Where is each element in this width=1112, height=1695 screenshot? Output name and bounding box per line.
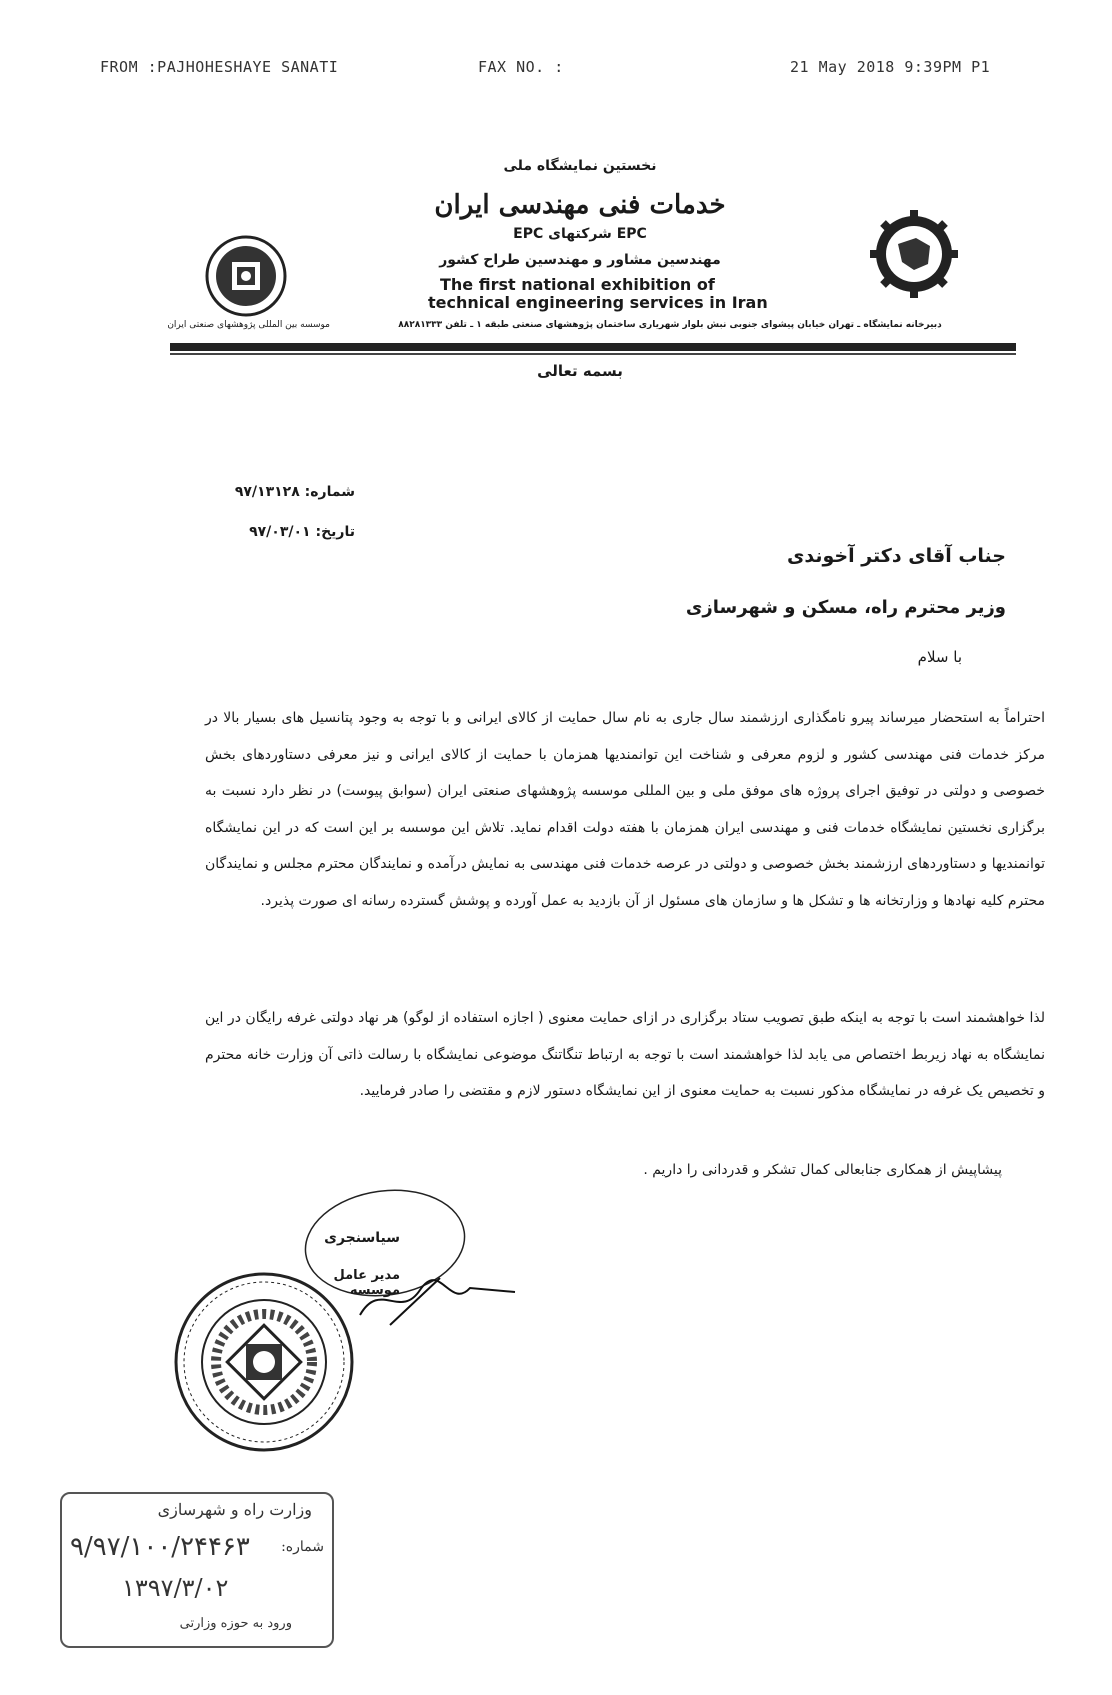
body-paragraph-2: لذا خواهشمند است با توجه به اینکه طبق تصویب ستاد برگزاری در ازای حمایت معنوی ( اجازه استفاده از لوگو) هر نهاد دولتی غرفه رایگان در این نمایشگاه به نهاد زیربط اختصاص می یابد لذا خواهشمند است با توجه به ارتباط تنگاتنگ موضوعی نمایشگاه با رسالت ذاتی آن وزارت خانه محترم و تخصیص یک غرفه در نمایشگاه مذکور نسبت به حمایت معنوی از این نمایشگاه دستور لازم و مقتضی را صادر فرمایید. bbox=[205, 1010, 1045, 1099]
fax-from: FROM :PAJHOHESHAYE SANATI bbox=[100, 58, 339, 76]
letterhead-address: دبیرخانه نمایشگاه ـ تهران خیابان پیشوای جنوبی نبش بلوار شهریاری ساختمان پژوهشهای صنعتی طبقه ۱ ـ تلفن ۸۸۲۸۱۳۳۳ bbox=[398, 320, 942, 330]
letterhead-rule-thin bbox=[170, 353, 1016, 355]
body-paragraph-1: احتراماً به استحضار میرساند پیرو نامگذاری ارزشمند سال جاری به نام سال حمایت از کالای ایرانی و با توجه به وجود پتانسیل های بسیار بالا در مرکز خدمات فنی مهندسی کشور و لزوم معرفی و شناخت این توانمندیها همزمان با حمایت از کالای ایرانی و نیز معرفی دستاوردهای بخش خصوصی و دولتی در توفیق اجرای پروژه های موفق ملی و بین المللی موسسه پژوهشهای صنعتی ایران (سوابق پیوست) در نظر دارد نسبت به برگزاری نخستین نمایشگاه خدمات فنی و مهندسی ایران همزمان با هفته دولت اقدام نماید. تلاش این موسسه بر این است که در این نمایشگاه توانمندیها و دستاوردهای ارزشمند بخش خصوصی و دولتی در عرصه خدمات فنی مهندسی به نمایش درآمده و نمایندگان محترم مجلس و نمایندگان محترم کلیه نهادها و وزارتخانه ها و تشکل ها و سازمان های مسئول از آن بازدید به عمل آورده و پوشش گسترده رسانه ای صورت پذیرد. bbox=[205, 710, 1045, 909]
stamp-footer: ورود به حوزه وزارتی bbox=[179, 1616, 292, 1631]
addressee-name: جناب آقای دکتر آخوندی bbox=[786, 545, 1006, 567]
handwritten-signature bbox=[350, 1270, 520, 1330]
letterhead-english-line2: technical engineering services in Iran bbox=[428, 293, 768, 312]
letterhead-subtitle-epc: EPC شرکتهای EPC bbox=[513, 226, 647, 242]
signer-name: سیاسنجری bbox=[324, 1230, 400, 1246]
letter-date: تاریخ: ۹۷/۰۳/۰۱ bbox=[249, 524, 355, 540]
letterhead-rule bbox=[170, 343, 1016, 351]
letterhead-title-main: خدمات فنی مهندسی ایران bbox=[434, 190, 726, 220]
closing-paragraph: پیشاپیش از همکاری جنابعالی کمال تشکر و قدردانی را داریم . bbox=[643, 1162, 1002, 1178]
stamp-date: ۱۳۹۷/۳/۰۲ bbox=[122, 1574, 229, 1602]
bismillah: بسمه تعالی bbox=[537, 362, 623, 380]
stamp-ministry-name: وزارت راه و شهرسازی bbox=[157, 1500, 312, 1519]
fax-header bbox=[0, 52, 1112, 82]
stamp-number: ۹/۹۷/۱۰۰/۲۴۴۶۳ bbox=[70, 1532, 250, 1562]
fax-number: FAX NO. : bbox=[478, 58, 564, 76]
institute-round-seal-icon bbox=[172, 1270, 357, 1455]
exhibition-gear-map-icon bbox=[868, 208, 960, 300]
letterhead-left-caption: موسسه بین المللی پژوهشهای صنعتی ایران bbox=[167, 320, 330, 330]
addressee-title: وزیر محترم راه، مسکن و شهرسازی bbox=[685, 597, 1006, 618]
letterhead-subtitle-consultants: مهندسین مشاور و مهندسین طراح کشور bbox=[439, 252, 721, 268]
fax-datetime: 21 May 2018 9:39PM P1 bbox=[790, 58, 991, 76]
letterhead-title-line1: نخستین نمایشگاه ملی bbox=[503, 158, 657, 174]
letterhead-english-line1: The first national exhibition of bbox=[440, 275, 715, 294]
stamp-number-label: شماره: bbox=[281, 1539, 324, 1555]
salutation: با سلام bbox=[917, 648, 962, 666]
ministry-receipt-stamp bbox=[60, 1492, 334, 1648]
letter-number: شماره: ۹۷/۱۳۱۲۸ bbox=[234, 484, 355, 500]
institute-emblem-icon bbox=[205, 235, 287, 317]
signer-title: مدیر عامل موسسه bbox=[333, 1268, 400, 1298]
letterhead bbox=[0, 150, 1112, 390]
